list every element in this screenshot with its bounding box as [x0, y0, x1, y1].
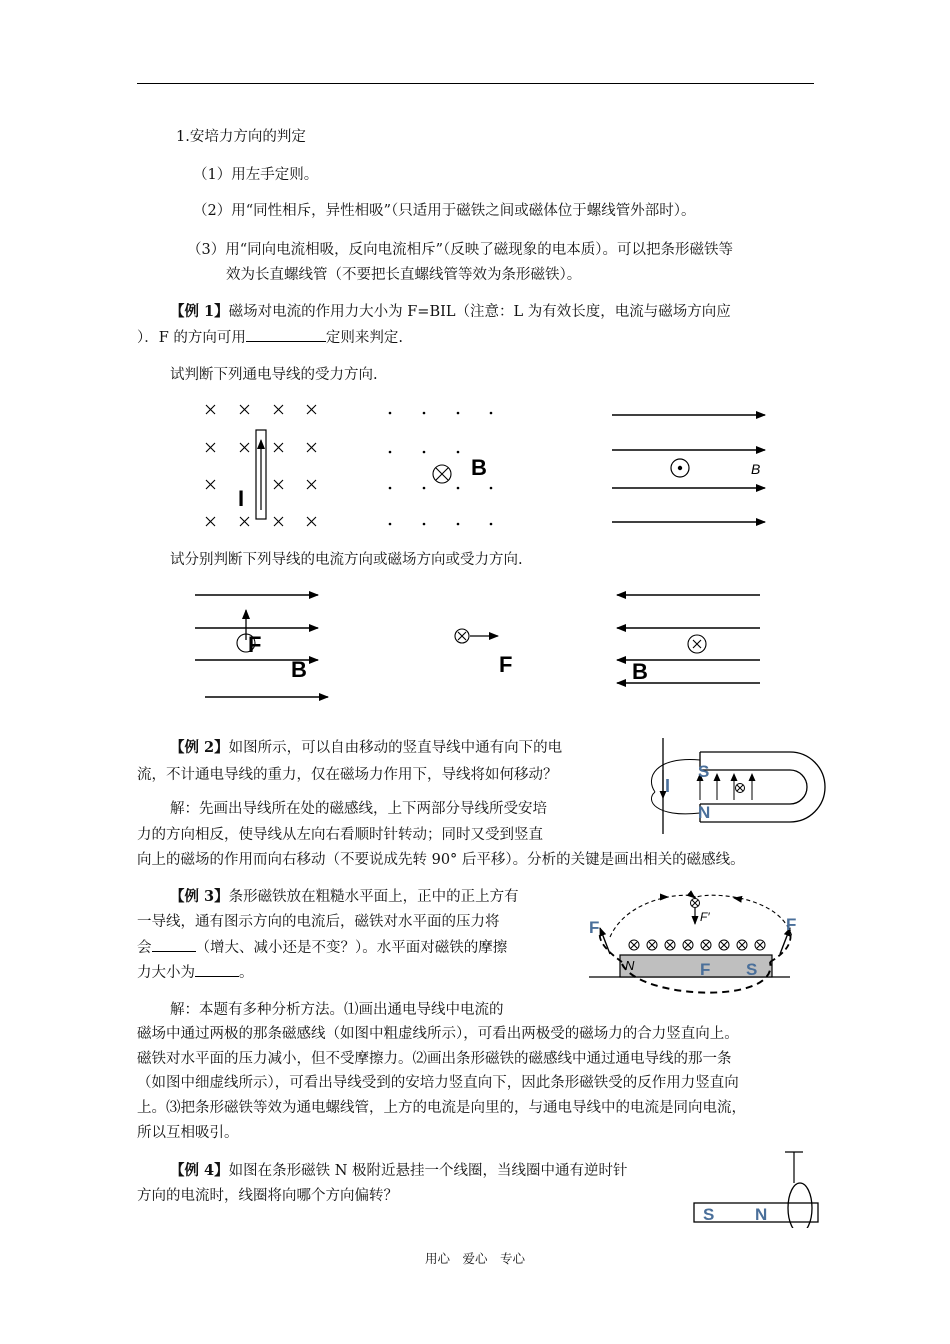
fig2-label-B: B [471, 455, 487, 480]
example3-solution2: 磁场中通过两极的那条磁感线（如图中粗虚线所示），可看出两极受的磁场力的合力竖直向上。 [137, 1026, 739, 1042]
example1-prompt1: 试判断下列通电导线的受力方向. [170, 367, 378, 383]
example3-line4 [137, 962, 254, 983]
example3-text3-pre: 会 [137, 940, 152, 956]
example3-solution3: 磁铁对水平面的压力减小，但不受摩擦力。⑵画出条形磁铁的磁感线中通过通电导线的那一条 [137, 1051, 732, 1067]
example3-figure [585, 880, 805, 1000]
example4-tag: 【例 4】 [170, 1162, 229, 1179]
example4-line1 [170, 1161, 628, 1181]
example1-line1 [170, 302, 731, 322]
example1-line2 [137, 327, 403, 348]
example1-text2-pre: ）．F 的方向可用 [137, 330, 246, 346]
example2-solution3: 向上的磁场的作用而向右移动（不要说成先转 90° 后平移）。分析的关键是画出相关的磁感线。 [137, 852, 745, 868]
example4-text1: 如图在条形磁铁 N 极附近悬挂一个线圈，当线圈中通有逆时针 [228, 1163, 628, 1179]
example3-tag: 【例 3】 [170, 888, 229, 905]
horseshoe-magnet-inner [700, 770, 807, 804]
example3-solution4: （如图中细虚线所示），可看出导线受到的安培力竖直向下，因此条形磁铁受的反作用力竖直向 [137, 1075, 739, 1091]
example4-figure [690, 1148, 825, 1228]
example3-text3-post: （增大、减小还是不变？）。水平面对磁铁的摩擦 [195, 940, 508, 956]
example4-label-N: N [755, 1205, 768, 1224]
fig6-current-into-icon [688, 635, 706, 653]
example2-text1: 如图所示，可以自由移动的竖直导线中通有向下的电 [228, 740, 563, 756]
example3-text4-post: 。 [239, 965, 254, 981]
example1-tag: 【例 1】 [170, 303, 229, 320]
example3-text1: 条形磁铁放在粗糙水平面上，正中的正上方有 [228, 889, 519, 905]
example2-label-N: N [698, 803, 711, 822]
fig5-current-into-icon [455, 629, 469, 643]
example2-solution1: 解：先画出导线所在处的磁感线，上下两部分导线所受安培 [170, 801, 547, 817]
example3-line2: 一导线，通有图示方向的电流后，磁铁对水平面的压力将 [137, 914, 500, 930]
rule-3-line1: （3）用“同向电流相吸，反向电流相斥”（反映了磁现象的电本质）。可以把条形磁铁等 [187, 242, 734, 258]
example3-solution6: 所以互相吸引。 [137, 1125, 239, 1141]
horseshoe-magnet-outer [700, 752, 825, 822]
example1-text2-post: 定则来判定. [325, 330, 404, 346]
example2-wire-into-icon [736, 784, 745, 793]
example3-label-F-mid: F [700, 960, 711, 979]
example3-label-F-right: F [786, 915, 797, 934]
example3-label-F-left: F [589, 918, 600, 937]
header-rule [137, 83, 814, 84]
example3-line3 [137, 937, 507, 958]
example2-label-S: S [698, 762, 710, 781]
example2-figure [632, 732, 832, 842]
fig3-label-B: B [751, 461, 761, 477]
page-footer: 用心 爱心 专心 [424, 1251, 525, 1266]
example3-current-into-row [629, 940, 765, 950]
example3-label-F-prime: F′ [700, 910, 710, 924]
example2-tag: 【例 2】 [170, 739, 229, 756]
fig4-label-F: F [248, 632, 262, 657]
figures-row1 [195, 395, 780, 535]
example3-solution5: 上。⑶把条形磁铁等效为通电螺线管，上方的电流是向里的，与通电导线中的电流是同向电流， [137, 1100, 746, 1116]
example3-top-wire-icon [691, 899, 700, 908]
figures-row2 [190, 585, 770, 705]
example2-label-I: I [665, 776, 671, 796]
answer-blank-friction[interactable] [195, 962, 239, 977]
example2-solution2: 力的方向相反，使导线从左向右看顺时针转动；同时又受到竖直 [137, 827, 543, 843]
rule-2: （2）用“同性相斥，异性相吸”（只适用于磁铁之间或磁体位于螺线管外部时）。 [193, 203, 696, 219]
fig3-current-out-icon [671, 459, 689, 477]
section-heading: 1.安培力方向的判定 [176, 129, 306, 145]
example2-line1 [170, 738, 562, 758]
example3-solution1: 解：本题有多种分析方法。⑴画出通电导线中电流的 [170, 1002, 504, 1018]
fig6-label-B: B [632, 659, 648, 684]
example3-text4-pre: 力大小为 [137, 965, 195, 981]
example4-label-S: S [703, 1205, 715, 1224]
fig2-current-into-icon [433, 465, 451, 483]
fig4-field-lines [195, 595, 328, 697]
example3-line1 [170, 887, 519, 907]
example1-text1: 磁场对电流的作用力大小为 F=BIL（注意：L 为有效长度，电流与磁场方向应 [228, 304, 731, 320]
example3-label-N: N [625, 958, 635, 973]
fig5-label-F: F [499, 652, 513, 677]
example1-prompt2: 试分别判断下列导线的电流方向或磁场方向或受力方向. [170, 552, 523, 568]
example3-label-S: S [746, 960, 758, 979]
example2-line2: 流，不计通电导线的重力，仅在磁场力作用下，导线将如何移动？ [137, 767, 558, 783]
fig1-label-I: I [238, 486, 245, 511]
rule-1: （1）用左手定则。 [193, 167, 319, 183]
example4-line2: 方向的电流时，线圈将向哪个方向偏转？ [137, 1188, 398, 1204]
answer-blank-pressure[interactable] [152, 937, 196, 952]
answer-blank-rule[interactable] [246, 327, 326, 342]
fig4-label-B: B [291, 657, 307, 682]
rule-3-line2: 效为长直螺线管（不要把长直螺线管等效为条形磁铁）。 [226, 267, 582, 283]
